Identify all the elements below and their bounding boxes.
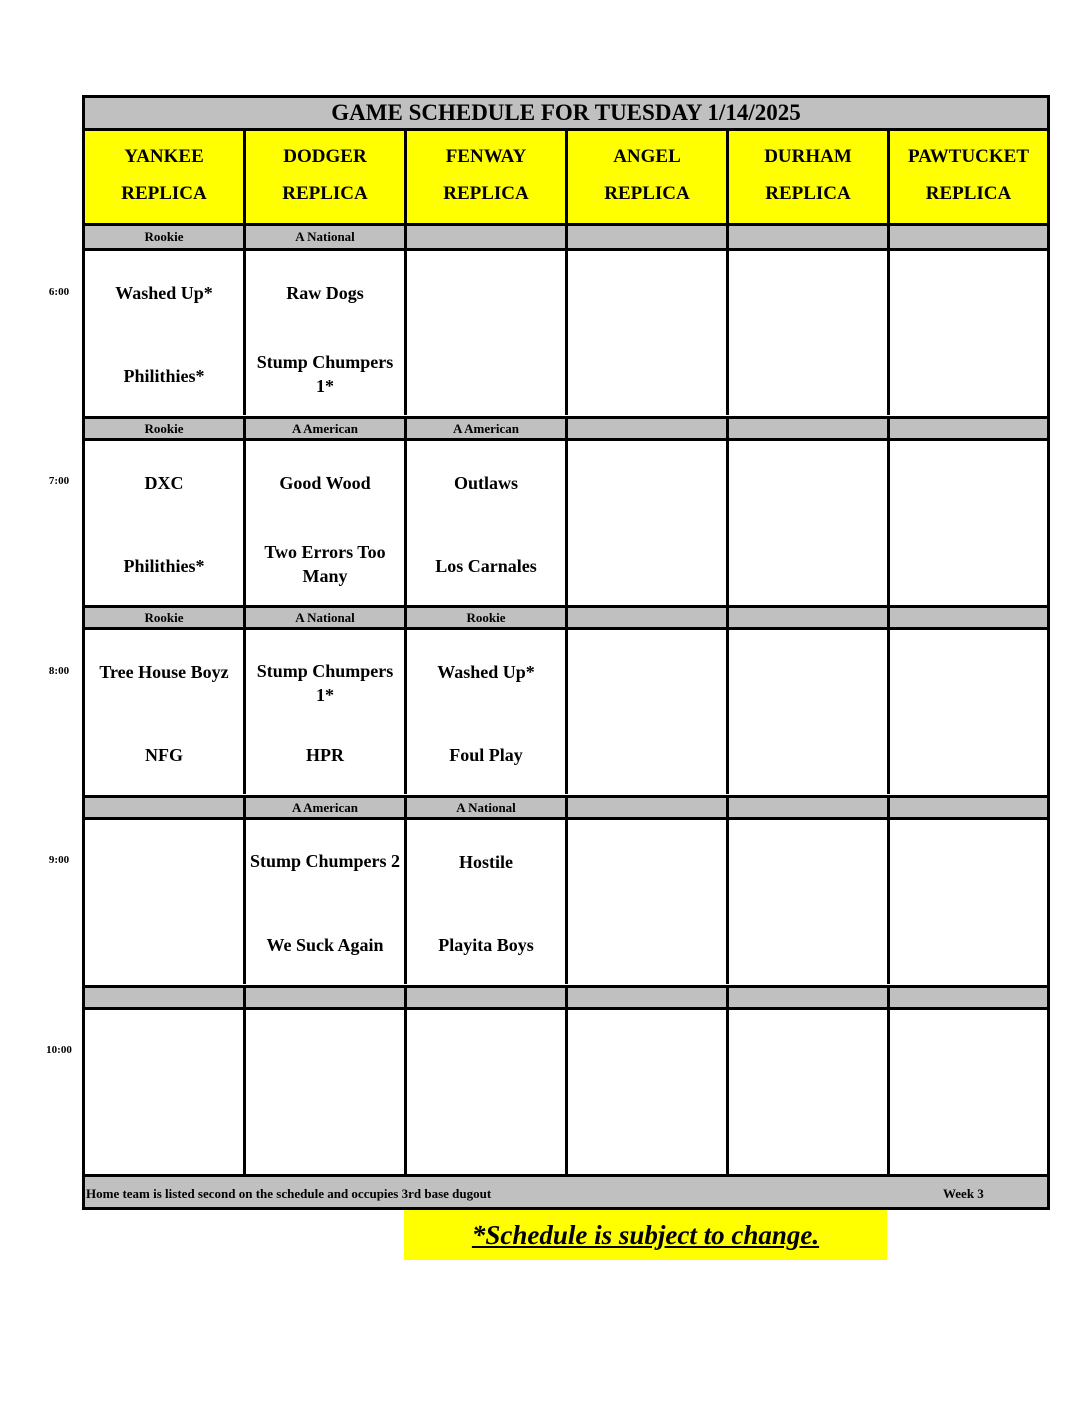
schedule-change-notice: *Schedule is subject to change. [404,1210,887,1260]
field-name: DODGER [283,146,367,167]
division-label: A American [246,795,407,820]
time-label: 6:00 [48,286,70,298]
away-team: Stump Chumpers 2 [249,851,401,871]
away-team: Raw Dogs [286,283,364,303]
away-team: Stump Chumpers 1* [256,661,394,705]
home-team: Philithies* [123,366,205,386]
schedule-title: GAME SCHEDULE FOR TUESDAY 1/14/2025 [85,98,1047,131]
home-team: Stump Chumpers 1* [256,352,394,396]
time-label: 7:00 [48,475,70,487]
away-team: Outlaws [453,473,518,493]
home-team: Playita Boys [438,935,534,955]
home-team: Los Carnales [435,556,537,576]
schedule-table [82,95,1050,1210]
away-team: Tree House Boyz [99,662,229,682]
field-subtitle: REPLICA [121,183,207,204]
away-team: Good Wood [279,473,371,493]
home-team: We Suck Again [266,935,384,955]
division-label: A National [246,605,407,630]
division-label: A American [246,416,407,441]
field-subtitle: REPLICA [282,183,368,204]
home-team: Two Errors Too Many [264,542,386,586]
away-team: Washed Up* [115,283,213,303]
division-label: A American [407,416,568,441]
home-team: Foul Play [449,745,523,765]
field-name: ANGEL [613,146,681,167]
field-subtitle: REPLICA [925,183,1012,204]
week-label: Week 3 [943,1186,984,1201]
division-label: Rookie [85,605,246,630]
time-label: 8:00 [48,665,70,677]
division-label: Rookie [407,605,568,630]
division-label: Rookie [85,416,246,441]
field-subtitle: REPLICA [443,183,529,204]
field-subtitle: REPLICA [765,183,851,204]
home-team: Philithies* [123,556,205,576]
division-label: A National [407,795,568,820]
home-team: NFG [145,745,183,765]
home-team: HPR [306,745,344,765]
field-name: YANKEE [124,146,204,167]
field-name: FENWAY [445,146,527,167]
away-team: Washed Up* [437,662,535,682]
away-team: DXC [144,473,184,493]
away-team: Hostile [459,852,513,872]
time-label: 10:00 [46,1044,72,1056]
division-label: Rookie [85,226,246,251]
field-subtitle: REPLICA [604,183,690,204]
field-name: PAWTUCKET [907,146,1030,167]
time-label: 9:00 [48,854,70,866]
home-team-note: Home team is listed second on the schedule and occupies 3rd base dugout [86,1186,492,1201]
field-name: DURHAM [764,146,852,167]
division-label: A National [246,226,407,251]
